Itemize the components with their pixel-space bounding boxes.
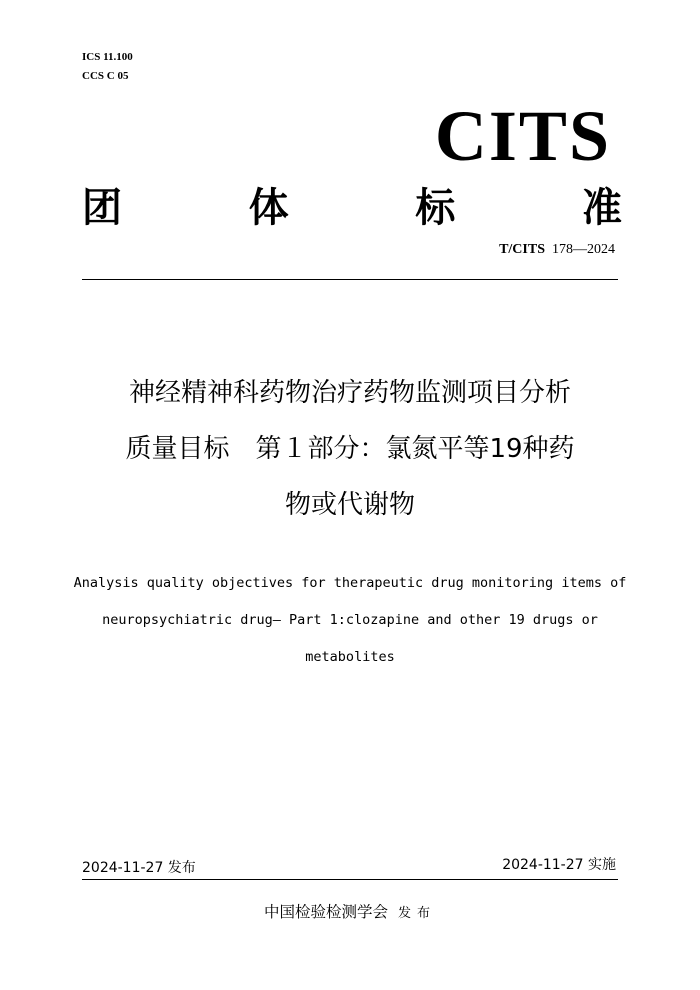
english-title-line-1: Analysis quality objectives for therapeutic drug monitoring items of (73, 575, 627, 591)
brand-logo-text: CITS (434, 96, 611, 176)
standard-number-prefix: T/CITS (499, 242, 545, 257)
chinese-title-line-1: 神经精神科药物治疗药物监测项目分析 (128, 378, 571, 408)
chinese-title-line-2: 质量目标 第１部分：氯氮平等19种药 (125, 434, 575, 464)
publisher-name: 中国检验检测学会 (263, 903, 388, 921)
standard-type-heading (82, 180, 622, 236)
chinese-title (70, 365, 630, 533)
english-title-line-2: neuropsychiatric drug— Part 1:clozapine and other 19 drugs or (102, 612, 598, 628)
standard-type-char-2: 体 (248, 184, 289, 231)
ccs-code: CCS C 05 (82, 70, 129, 82)
implement-date: 2024-11-27 实施 (502, 857, 616, 873)
english-title-line-3: metabolites (305, 649, 395, 665)
standard-type-char-1: 团 (82, 184, 122, 231)
english-title (60, 565, 640, 676)
ics-code: ICS 11.100 (82, 51, 133, 63)
standard-type-char-4: 准 (581, 184, 622, 231)
publish-date: 2024-11-27 发布 (82, 860, 196, 876)
chinese-title-line-3: 物或代谢物 (284, 490, 415, 520)
header-divider (82, 279, 618, 280)
standard-number-value: 178—2024 (552, 242, 615, 257)
standard-type-char-3: 标 (415, 184, 456, 231)
publisher-action: 发布 (398, 906, 437, 921)
standard-number (499, 242, 615, 258)
footer-divider (82, 879, 618, 880)
publisher (0, 901, 700, 925)
